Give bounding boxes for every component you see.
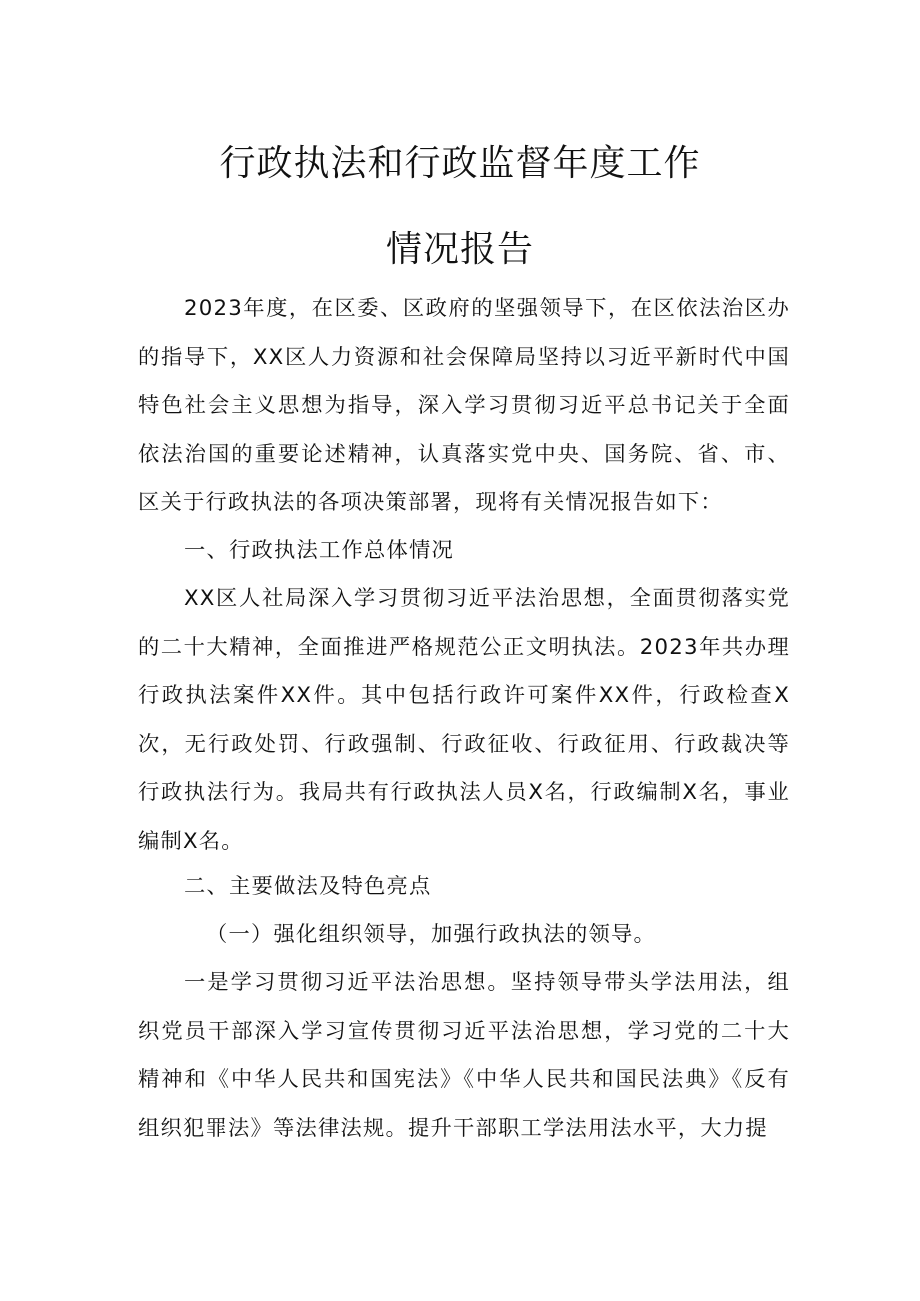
subsection-heading-1: （一）强化组织领导，加强行政执法的领导。	[206, 922, 656, 947]
paragraph-intro: 2023年度，在区委、区政府的坚强领导下，在区依法治区办的指导下，XX区人力资源和社会保障局坚持以习近平新时代中国特色社会主义思想为指导，深入学习贯彻习近平总书记关于全面依法治国的重要论述精神，认真落实党中央、国务院、省、市、区关于行政执法的各项决策部署，现将有关情况报告如下：	[138, 296, 790, 515]
document-title-line-1: 行政执法和行政监督年度工作	[219, 143, 701, 184]
section-heading-2: 二、主要做法及特色亮点	[184, 874, 432, 899]
paragraph-overview: XX区人社局深入学习贯彻习近平法治思想，全面贯彻落实党的二十大精神，全面推进严格规范公正文明执法。2023年共办理行政执法案件XX件。其中包括行政许可案件XX件，行政检查X次，无行政处罚、行政强制、行政征收、行政征用、行政裁决等行政执法行为。我局共有行政执法人员X名，行政编制X名，事业编制X名。	[138, 586, 790, 854]
document-title-line-2: 情况报告	[385, 229, 534, 270]
paragraph-study: 一是学习贯彻习近平法治思想。坚持领导带头学法用法，组织党员干部深入学习宣传贯彻习近平法治思想，学习党的二十大精神和《中华人民共和国宪法》《中华人民共和国民法典》《反有组织犯罪法》等法律法规。提升干部职工学法用法水平，大力提	[138, 970, 790, 1141]
section-heading-1: 一、行政执法工作总体情况	[184, 538, 454, 563]
